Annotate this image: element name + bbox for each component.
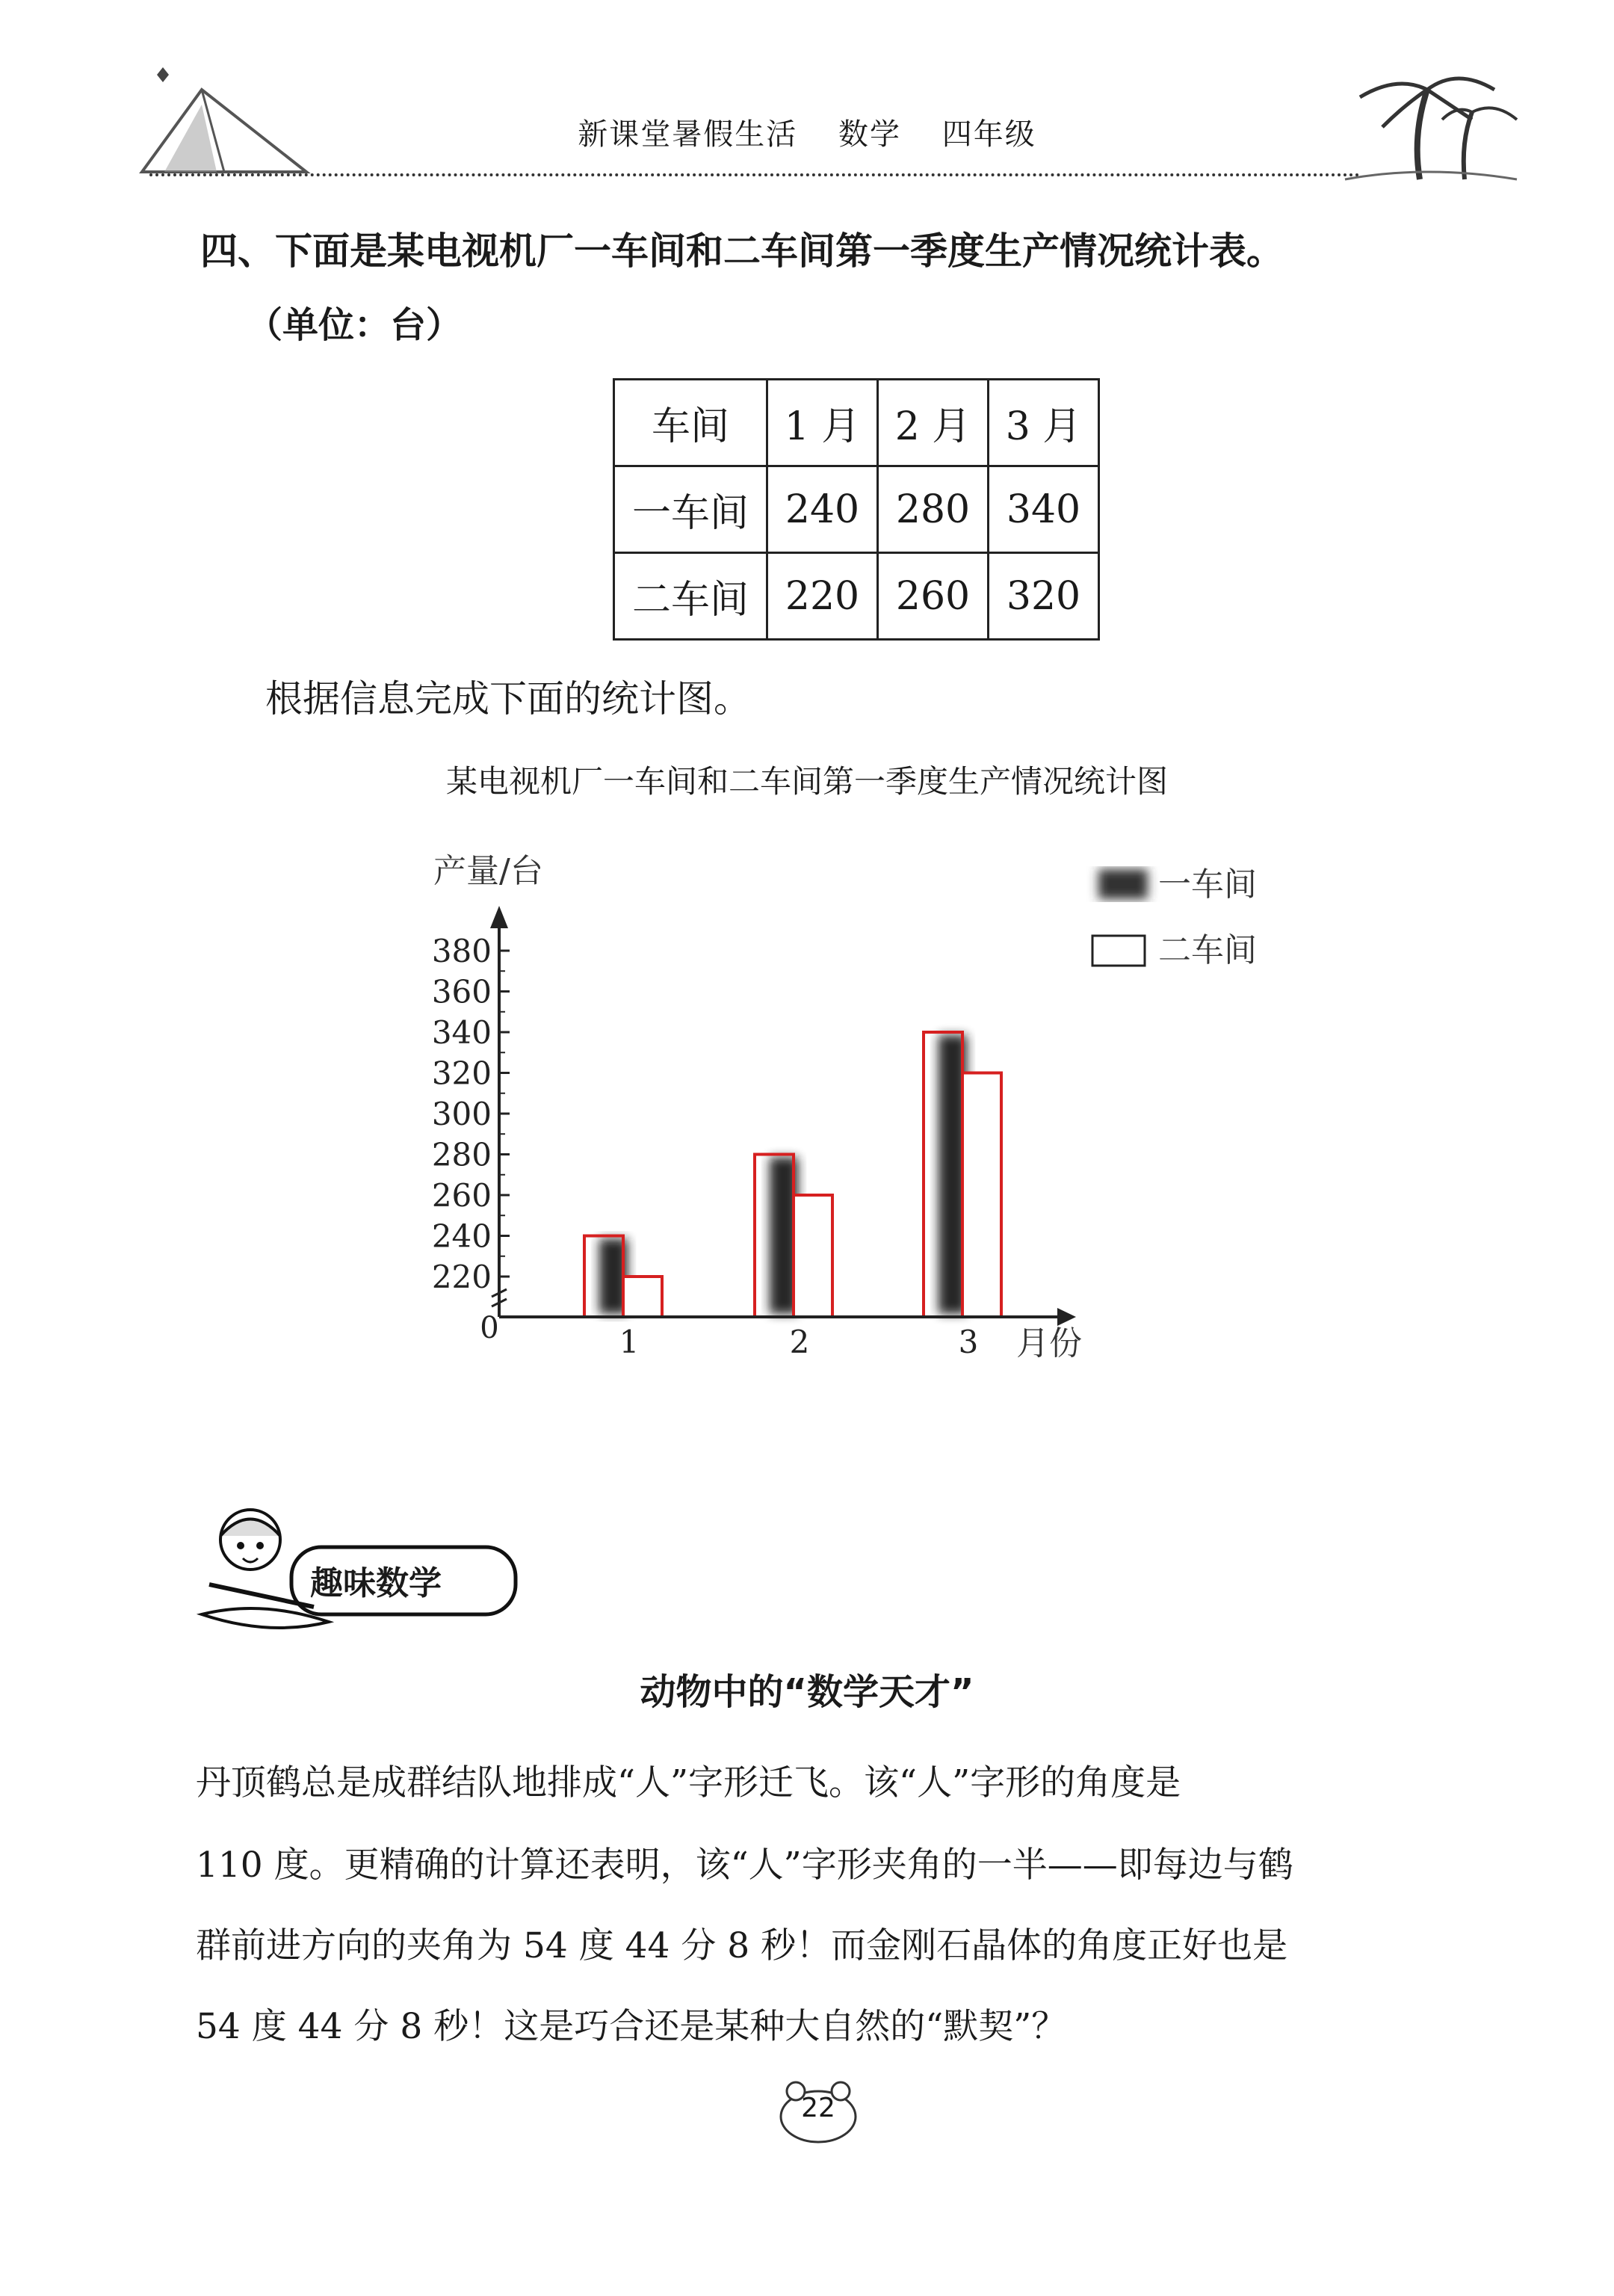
table-cell: 280 — [878, 466, 989, 553]
table-cell: 220 — [767, 553, 878, 640]
legend-swatch-series-1 — [1098, 869, 1148, 899]
y-tick-label: 260 — [431, 1177, 492, 1214]
table-cell: 320 — [989, 553, 1099, 640]
question-title: 四、下面是某电视机厂一车间和二车间第一季度生产情况统计表。 — [200, 229, 1284, 273]
story-line: 110 度。更精确的计算还表明，该“人”字形夹角的一半——即每边与鹤 — [196, 1845, 1293, 1886]
fun-math-label: 趣味数学 — [310, 1564, 442, 1602]
table-cell: 340 — [989, 466, 1099, 553]
question-unit: （单位：台） — [247, 304, 463, 346]
y-tick-label: 340 — [431, 1014, 492, 1051]
y-tick-label: 320 — [431, 1055, 492, 1092]
story-title: 动物中的“数学天才” — [640, 1671, 974, 1713]
x-tick-label: 2 — [789, 1324, 810, 1360]
bar-series-2 — [962, 1073, 1001, 1318]
bar-series-2 — [794, 1195, 832, 1317]
table-header-cell: 车间 — [614, 380, 767, 466]
y-tick-label: 240 — [431, 1218, 492, 1255]
x-axis-label: 月份 — [1016, 1324, 1082, 1363]
origin-label: 0 — [480, 1311, 499, 1345]
story-line: 丹顶鹤总是成群结队地排成“人”字形迁飞。该“人”字形的角度是 — [196, 1762, 1181, 1803]
table-cell: 二车间 — [614, 553, 767, 640]
page-number: 22 — [801, 2093, 835, 2123]
legend-label-series-2: 二车间 — [1158, 931, 1257, 969]
x-tick-label: 1 — [619, 1324, 640, 1360]
table-header-cell: 3 月 — [989, 380, 1099, 466]
x-axis-arrow — [1057, 1308, 1076, 1326]
bar-series-2 — [623, 1277, 662, 1317]
y-tick-label: 360 — [431, 973, 492, 1010]
story-line: 54 度 44 分 8 秒！这是巧合还是某种大自然的“默契”？ — [196, 2006, 1067, 2047]
y-tick-label: 380 — [431, 933, 492, 969]
legend-label-series-1: 一车间 — [1158, 865, 1257, 904]
table-cell: 一车间 — [614, 466, 767, 553]
y-tick-label: 280 — [431, 1136, 492, 1173]
y-tick-label: 300 — [431, 1096, 492, 1132]
table-header-cell: 2 月 — [878, 380, 989, 466]
table-header-cell: 1 月 — [767, 380, 878, 466]
instruction-text: 根据信息完成下面的统计图。 — [265, 677, 751, 720]
y-axis-label: 产量/台 — [433, 852, 543, 890]
chart-title: 某电视机厂一车间和二车间第一季度生产情况统计图 — [445, 763, 1168, 800]
table-cell: 260 — [878, 553, 989, 640]
table-cell: 240 — [767, 466, 878, 553]
legend-swatch-series-2 — [1092, 936, 1145, 966]
story-line: 群前进方向的夹角为 54 度 44 分 8 秒！而金刚石晶体的角度正好也是 — [196, 1925, 1288, 1966]
y-axis-arrow — [490, 906, 508, 928]
header-title: 新课堂暑假生活 数学 四年级 — [578, 117, 1036, 152]
y-tick-label: 220 — [431, 1259, 492, 1295]
x-tick-label: 3 — [958, 1324, 979, 1360]
